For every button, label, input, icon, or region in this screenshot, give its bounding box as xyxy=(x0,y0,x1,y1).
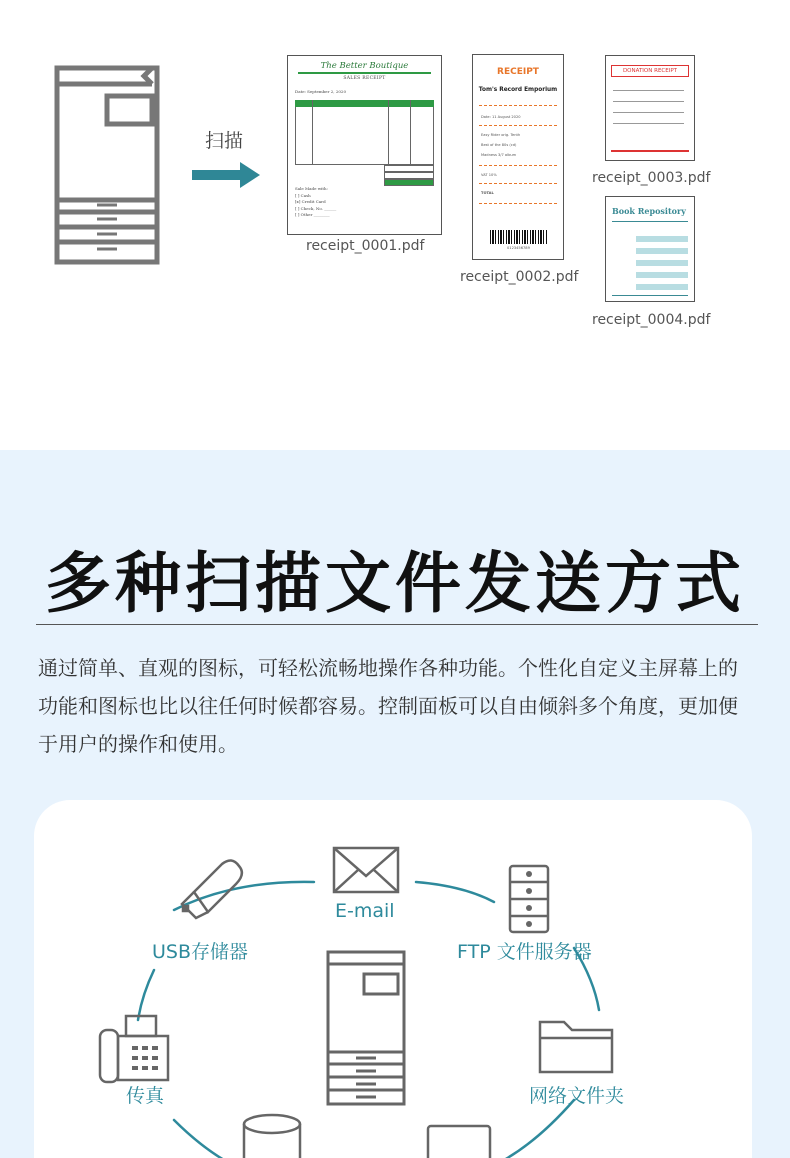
receipt-payment-lines: Sale Made with: [ ] Cash [x] Credit Card [ ] Check, No. ______ [ ] Other ________ xyxy=(295,186,337,217)
send-methods-section xyxy=(0,450,790,1158)
receipt-preview-0003 xyxy=(605,55,695,161)
receipt-preview-0004 xyxy=(605,196,695,302)
database-icon xyxy=(244,1115,300,1133)
section-title: 多种扫描文件发送方式 xyxy=(45,545,745,622)
copier-icon xyxy=(52,62,162,267)
section-description: 通过简单、直观的图标，可轻松流畅地操作各种功能。个性化自定义主屏幕上的功能和图标也比以往任何时候都容易。控制面板可以自由倾斜多个角度，更加便于用户的操作和使用。 xyxy=(38,656,738,756)
destination-label-email: E-mail xyxy=(335,900,395,922)
file-name-0003: receipt_0003.pdf xyxy=(592,170,711,186)
envelope-icon xyxy=(334,848,398,892)
file-name-0002: receipt_0002.pdf xyxy=(460,269,579,285)
receipt-preview-0002: RECEIPT Tom's Record Emporium Date: 11 August 2020 Easy Rider orig. Tenth Best of the 80s (cd) Madness 3/7 album VAT 10% TOTAL 0123456789 xyxy=(472,54,564,260)
receipt-title: Book Repository xyxy=(612,206,686,216)
arc-usb-fax xyxy=(138,970,154,1020)
destinations-card xyxy=(34,800,752,1158)
scan-illustration xyxy=(0,0,790,450)
barcode xyxy=(490,230,548,244)
destination-label-network-folder: 网络文件夹 xyxy=(529,1085,625,1107)
receipt-title: DONATION RECEIPT xyxy=(611,65,689,77)
receipt-title: RECEIPT xyxy=(497,67,539,77)
receipt-date: Date: September 2, 2020 xyxy=(295,89,346,94)
monitor-icon xyxy=(428,1126,490,1158)
arc-usb-email xyxy=(174,882,314,910)
scan-label: 扫描 xyxy=(205,130,244,152)
copier-icon xyxy=(328,952,404,1104)
receipt-preview-0001 xyxy=(287,55,442,235)
destination-label-usb: USB存储器 xyxy=(152,941,249,963)
file-name-0001: receipt_0001.pdf xyxy=(306,238,425,254)
receipt-shop-name: Tom's Record Emporium xyxy=(478,87,558,93)
arc-fax-bottom xyxy=(174,1120,224,1158)
arc-email-ftp xyxy=(416,882,494,902)
destination-label-ftp: FTP 文件服务器 xyxy=(457,941,592,963)
file-name-0004: receipt_0004.pdf xyxy=(592,312,711,328)
title-divider xyxy=(36,624,758,625)
receipt-shop-name: The Better Boutique xyxy=(320,61,409,71)
folder-icon xyxy=(540,1022,612,1072)
right-arrow-icon xyxy=(192,162,262,188)
arc-folder-bottom xyxy=(504,1100,574,1158)
destination-label-fax: 传真 xyxy=(126,1085,165,1107)
receipt-subtitle: SALES RECEIPT xyxy=(343,76,386,81)
